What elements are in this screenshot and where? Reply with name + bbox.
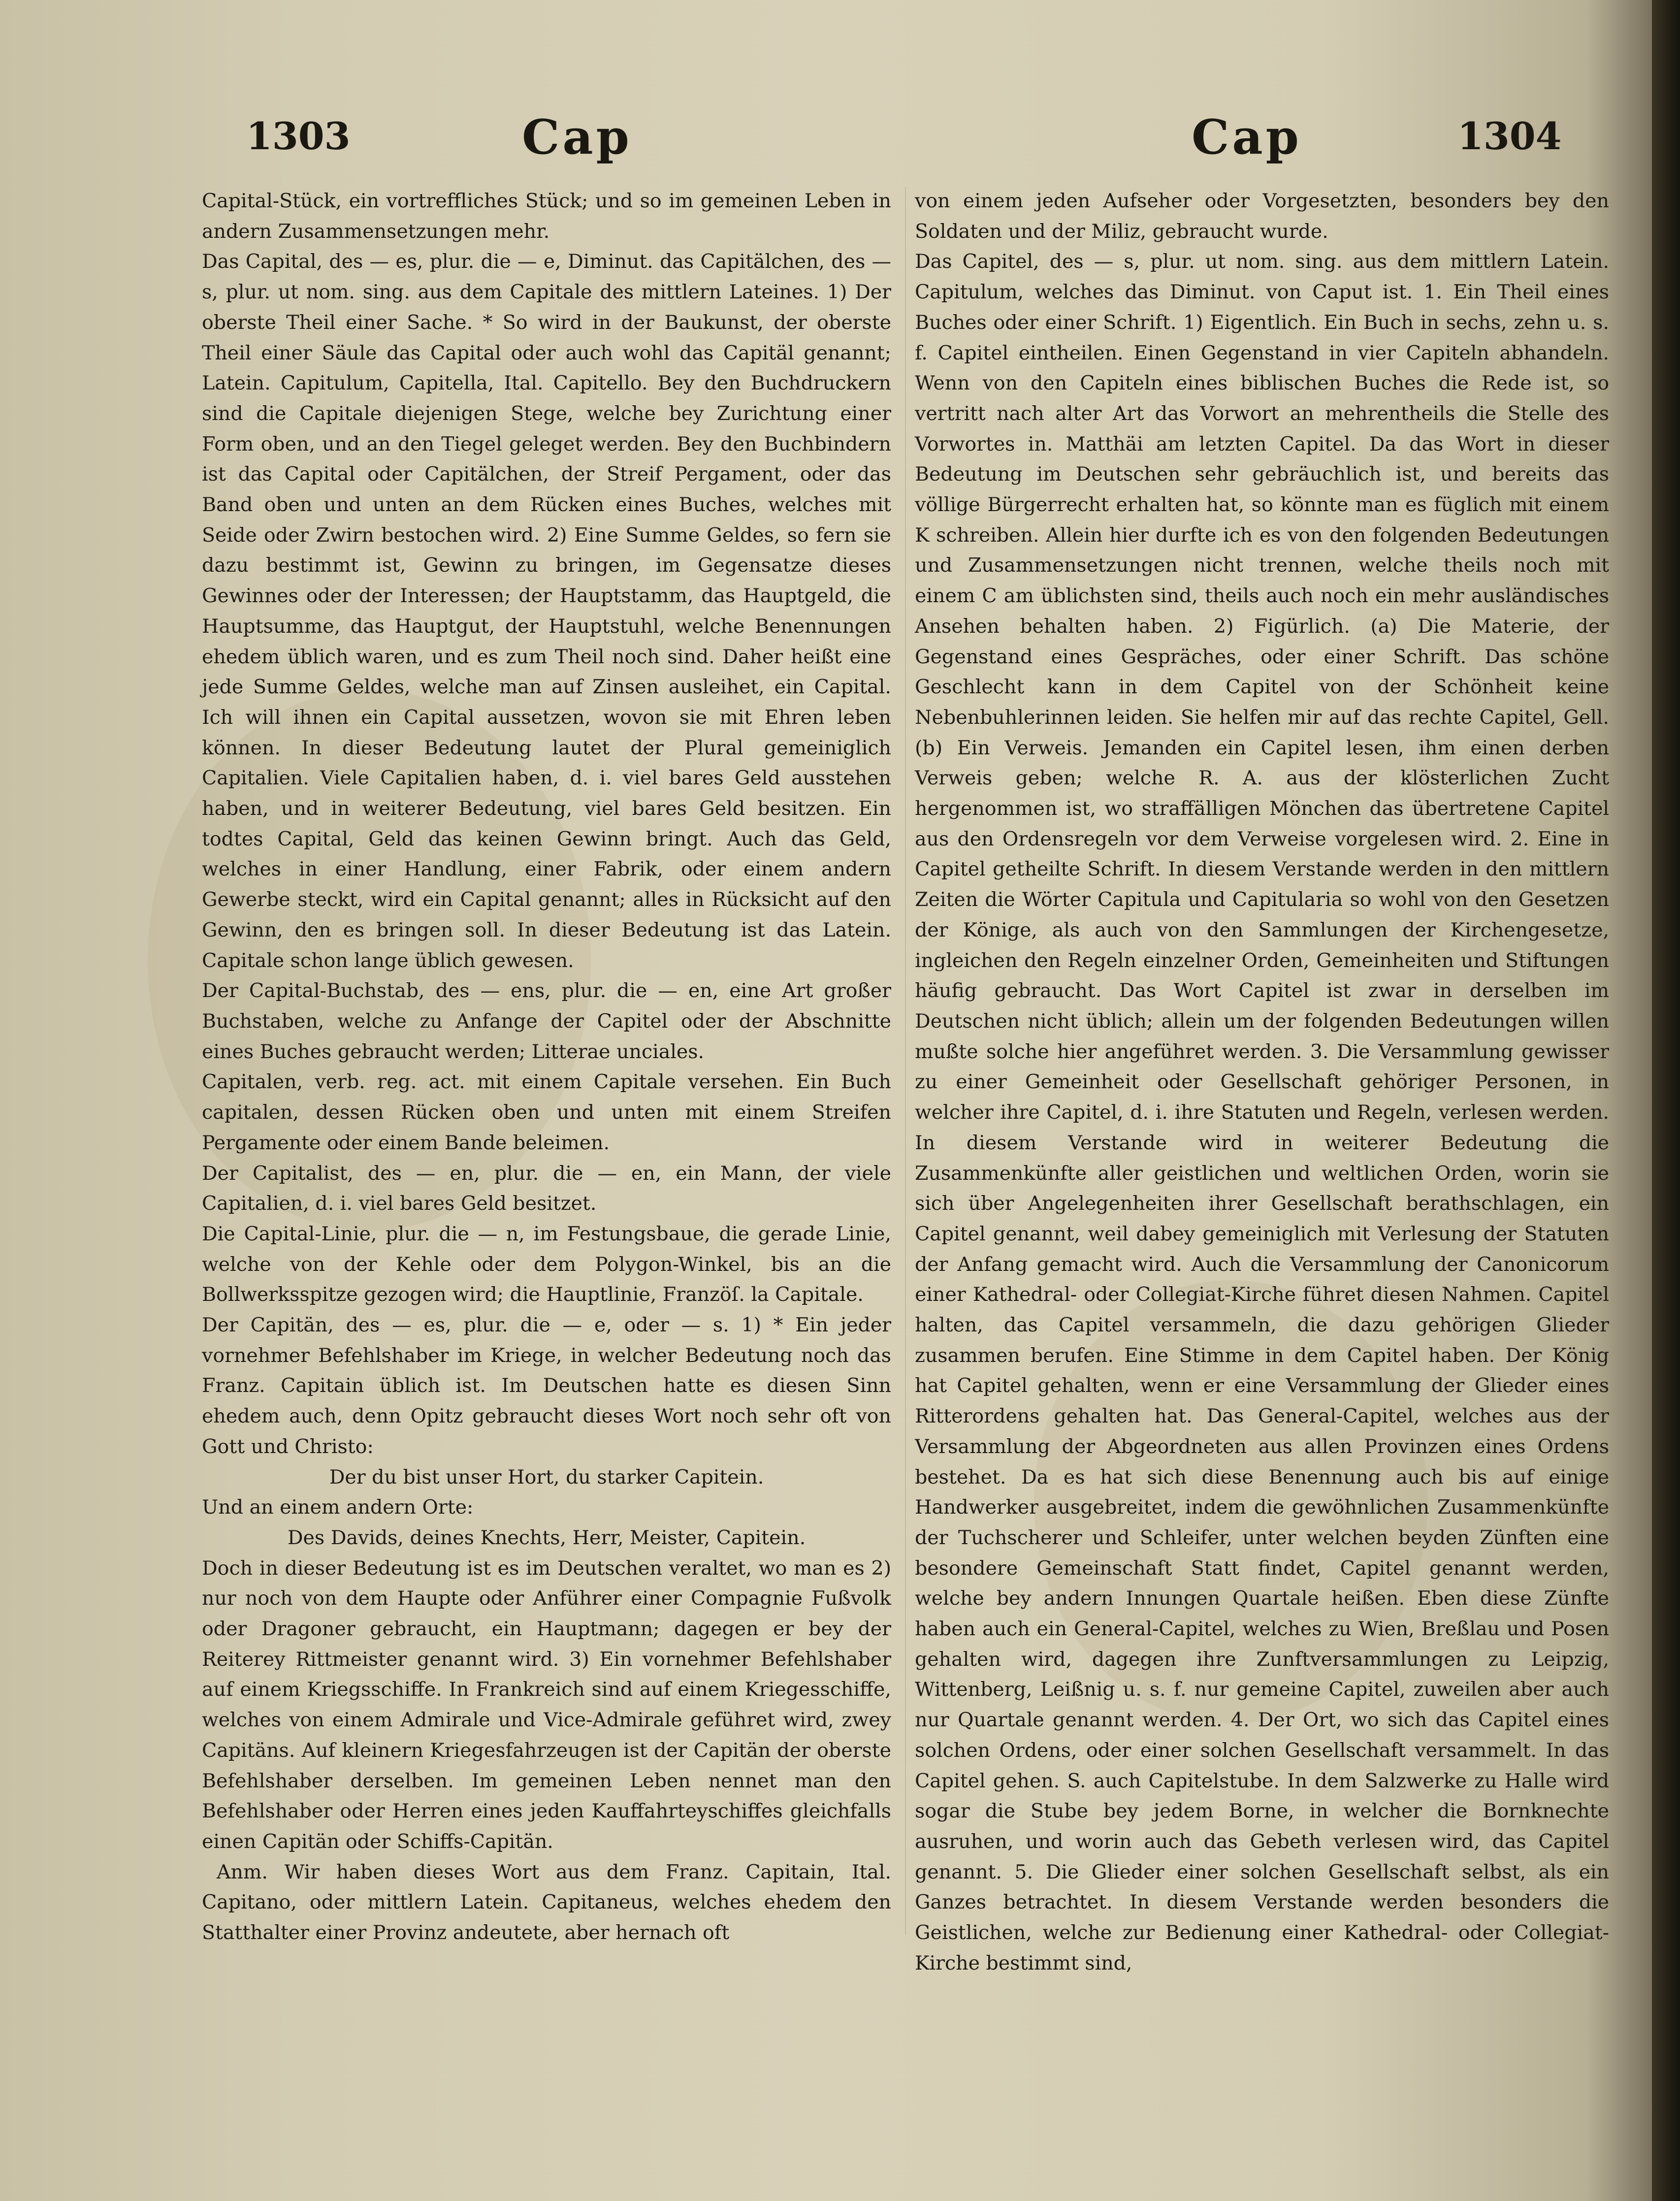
entry-paragraph: Und an einem andern Orte: [202, 1496, 474, 1519]
entry-paragraph: Capitalen, verb. reg. act. mit einem Capitale versehen. Ein Buch capitalen, dessen Rücken oben und unten mit einem Streifen Pergamente oder einem Bande beleimen. [202, 1070, 891, 1154]
entry-paragraph: von einem jeden Aufseher oder Vorgesetzten, besonders bey den Soldaten und der Miliz, gebraucht wurde. [915, 190, 1609, 243]
right-column [915, 186, 1609, 1978]
page-edge [1652, 0, 1680, 2201]
entry-paragraph: Doch in dieser Bedeutung ist es im Deutschen veraltet, wo man es 2) nur noch von dem Haupte oder Anführer einer Compagnie Fußvolk oder Dragoner gebraucht, ein Hauptmann; dagegen er bey der Reiterey Rittmeister genannt wird. 3) Ein vornehmer Befehlshaber auf einem Kriegsschiffe. In Frankreich sind auf einem Kriegesschiffe, welches von einem Admirale und Vice-Admirale geführet wird, zwey Capitäns. Auf kleinern Kriegesfahrzeugen ist der Capitän der oberste Befehlshaber derselben. Im gemeinen Leben nennet man den Befehlshaber oder Herren eines jeden Kauffahrteyschiffes gleichfalls einen Capitän oder Schiffs-Capitän. [202, 1556, 891, 1853]
entry-paragraph: Der Capitän, des — es, plur. die — e, oder — s. 1) * Ein jeder vornehmer Befehlshaber im Kriege, in welcher Bedeutung noch das Franz. Capitain üblich ist. Im Deutschen hatte es diesen Sinn ehedem auch, denn Opitz gebraucht dieses Wort noch sehr oft von Gott und Christo: [202, 1314, 891, 1458]
left-head-word: Cap [522, 109, 632, 165]
left-page-number: 1303 [246, 114, 351, 158]
entry-paragraph: Capital-Stück, ein vortreffliches Stück; und so im gemeinen Leben in andern Zusammensetzungen mehr. [202, 190, 891, 243]
entry-paragraph: Der Capitalist, des — en, plur. die — en, ein Mann, der viele Capitalien, d. i. viel bares Geld besitzet. [202, 1162, 891, 1215]
left-column [202, 186, 891, 1948]
right-page-number: 1304 [1457, 114, 1562, 158]
entry-paragraph: Der Capital-Buchstab, des — ens, plur. die — en, eine Art großer Buchstaben, welche zu Anfange der Capitel oder der Abschnitte eines Buches gebraucht werden; Litterae unciales. [202, 979, 891, 1063]
entry-paragraph: Die Capital-Linie, plur. die — n, im Festungsbaue, die gerade Linie, welche von der Kehle oder dem Polygon-Winkel, bis an die Bollwerksspitze gezogen wird; die Hauptlinie, Franzöſ. la Capitale. [202, 1222, 891, 1306]
right-head-word: Cap [1192, 109, 1302, 165]
entry-paragraph: Das Capitel, des — s, plur. ut nom. sing. aus dem mittlern Latein. Capitulum, welches das Diminut. von Caput ist. 1. Ein Theil eines Buches oder einer Schrift. 1) Eigentlich. Ein Buch in sechs, zehn u. s. f. Capitel eintheilen. Einen Gegenstand in vier Capiteln abhandeln. Wenn von den Capiteln eines biblischen Buches die Rede ist, so vertritt nach alter Art das Vorwort an mehrentheils die Stelle des Vorwortes in. Matthäi am letzten Capitel. Da das Wort in dieser Bedeutung im Deutschen sehr gebräuchlich ist, und bereits das völlige Bürgerrecht erhalten hat, so könnte man es füglich mit einem K schreiben. Allein hier durfte ich es von den folgenden Bedeutungen und Zusammensetzungen nicht trennen, welche theils noch mit einem C am üblichsten sind, theils auch noch ein mehr ausländisches Ansehen behalten haben. 2) Figürlich. (a) Die Materie, der Gegenstand eines Gespräches, oder einer Schrift. Das schöne Geschlecht kann in dem Capitel von der Schönheit keine Nebenbuhlerinnen leiden. Sie helfen mir auf das rechte Capitel, Gell. (b) Ein Verweis. Jemanden ein Capitel lesen, ihm einen derben Verweis geben; welche R. A. aus der klösterlichen Zucht hergenommen ist, wo straffälligen Mönchen das übertretene Capitel aus den Ordensregeln vor dem Verweise vorgelesen wird. 2. Eine in Capitel getheilte Schrift. In diesem Verstande werden in den mittlern Zeiten die Wörter Capitula und Capitularia so wohl von den Gesetzen der Könige, als auch von den Sammlungen der Kirchengesetze, ingleichen den Regeln einzelner Orden, Gemeinheiten und Stiftungen häufig gebraucht. Das Wort Capitel ist zwar in derselben im Deutschen nicht üblich; allein um der folgenden Bedeutungen willen mußte solche hier angeführet werden. 3. Die Versammlung gewisser zu einer Gemeinheit oder Gesellschaft gehöriger Personen, in welcher ihre Capitel, d. i. ihre Statuten und Regeln, verlesen werden. In diesem Verstande wird in weiterer Bedeutung die Zusammenkünfte aller geistlichen und weltlichen Orden, worin sie sich über Angelegenheiten ihrer Gesellschaft berathschlagen, ein Capitel genannt, weil dabey gemeiniglich mit Verlesung der Statuten der Anfang gemacht wird. Auch die Versammlung der Canonicorum einer Kathedral- oder Collegiat-Kirche führet diesen Nahmen. Capitel halten, das Capitel versammeln, die dazu gehörigen Glieder zusammen berufen. Eine Stimme in dem Capitel haben. Der König hat Capitel gehalten, wenn er eine Versammlung der Glieder eines Ritterordens gehalten hat. Das General-Capitel, welches aus der Versammlung der Abgeordneten aus allen Provinzen eines Ordens bestehet. Da es hat sich diese Benennung auch bis auf einige Handwerker ausgebreitet, indem die gewöhnlichen Zusammenkünfte der Tuchscherer und Schleifer, unter welchen beyden Zünften eine besondere Gemeinschaft Statt findet, Capitel genannt werden, welche bey andern Innungen Quartale heißen. Eben diese Zünfte haben auch ein General-Capitel, welches zu Wien, Breßlau und Posen gehalten wird, dagegen ihre Zunftversammlungen zu Leipzig, Wittenberg, Leißnig u. s. f. nur gemeine Capitel, zuweilen aber auch nur Quartale genannt werden. 4. Der Ort, wo sich das Capitel eines solchen Ordens, oder einer solchen Gesellschaft versammelt. In das Capitel gehen. S. auch Capitelstube. In dem Salzwerke zu Halle wird sogar die Stube bey jedem Borne, in welcher die Bornknechte ausruhen, und worin auch das Gebeth verlesen wird, das Capitel genannt. 5. Die Glieder einer solchen Gesellschaft selbst, als ein Ganzes betrachtet. In diesem Verstande werden besonders die Geistlichen, welche zur Bedienung einer Kathedral- oder Collegiat-Kirche bestimmt sind, [915, 250, 1609, 1974]
entry-paragraph: Das Capital, des — es, plur. die — e, Diminut. das Capitälchen, des — s, plur. ut nom. sing. aus dem Capitale des mittlern Lateines. 1) Der oberste Theil einer Sache. * So wird in der Baukunst, der oberste Theil einer Säule das Capital oder auch wohl das Capitäl genannt; Latein. Capitulum, Capitella, Ital. Capitello. Bey den Buchdruckern sind die Capitale diejenigen Stege, welche bey Zurichtung einer Form oben, und an den Tiegel geleget werden. Bey den Buchbindern ist das Capital oder Capitälchen, der Streif Pergament, oder das Band oben und unten an dem Rücken eines Buches, welches mit Seide oder Zwirn bestochen wird. 2) Eine Summe Geldes, so fern sie dazu bestimmt ist, Gewinn zu bringen, im Gegensatze dieses Gewinnes oder der Interessen; der Hauptstamm, das Hauptgeld, die Hauptsumme, das Hauptgut, der Hauptstuhl, welche Benennungen ehedem üblich waren, und es zum Theil noch sind. Daher heißt eine jede Summe Geldes, welche man auf Zinsen ausleihet, ein Capital. Ich will ihnen ein Capital aussetzen, wovon sie mit Ehren leben können. In dieser Bedeutung lautet der Plural gemeiniglich Capitalien. Viele Capitalien haben, d. i. viel bares Geld ausstehen haben, und in weiterer Bedeutung, viel bares Geld besitzen. Ein todtes Capital, Geld das keinen Gewinn bringt. Auch das Geld, welches in einer Handlung, einer Fabrik, oder einem andern Gewerbe steckt, wird ein Capital genannt; alles in Rücksicht auf den Gewinn, den es bringen soll. In dieser Bedeutung ist das Latein. Capitale schon lange üblich gewesen. [202, 250, 891, 972]
entry-paragraph: Anm. Wir haben dieses Wort aus dem Franz. Capitain, Ital. Capitano, oder mittlern Latein. Capitaneus, welches ehedem den Statthalter einer Provinz andeutete, aber hernach oft [202, 1860, 891, 1944]
verse-quote: Des Davids, deines Knechts, Herr, Meister, Capitein. [287, 1526, 806, 1549]
verse-quote: Der du bist unser Hort, du starker Capitein. [329, 1465, 764, 1489]
column-gutter [905, 187, 906, 1935]
